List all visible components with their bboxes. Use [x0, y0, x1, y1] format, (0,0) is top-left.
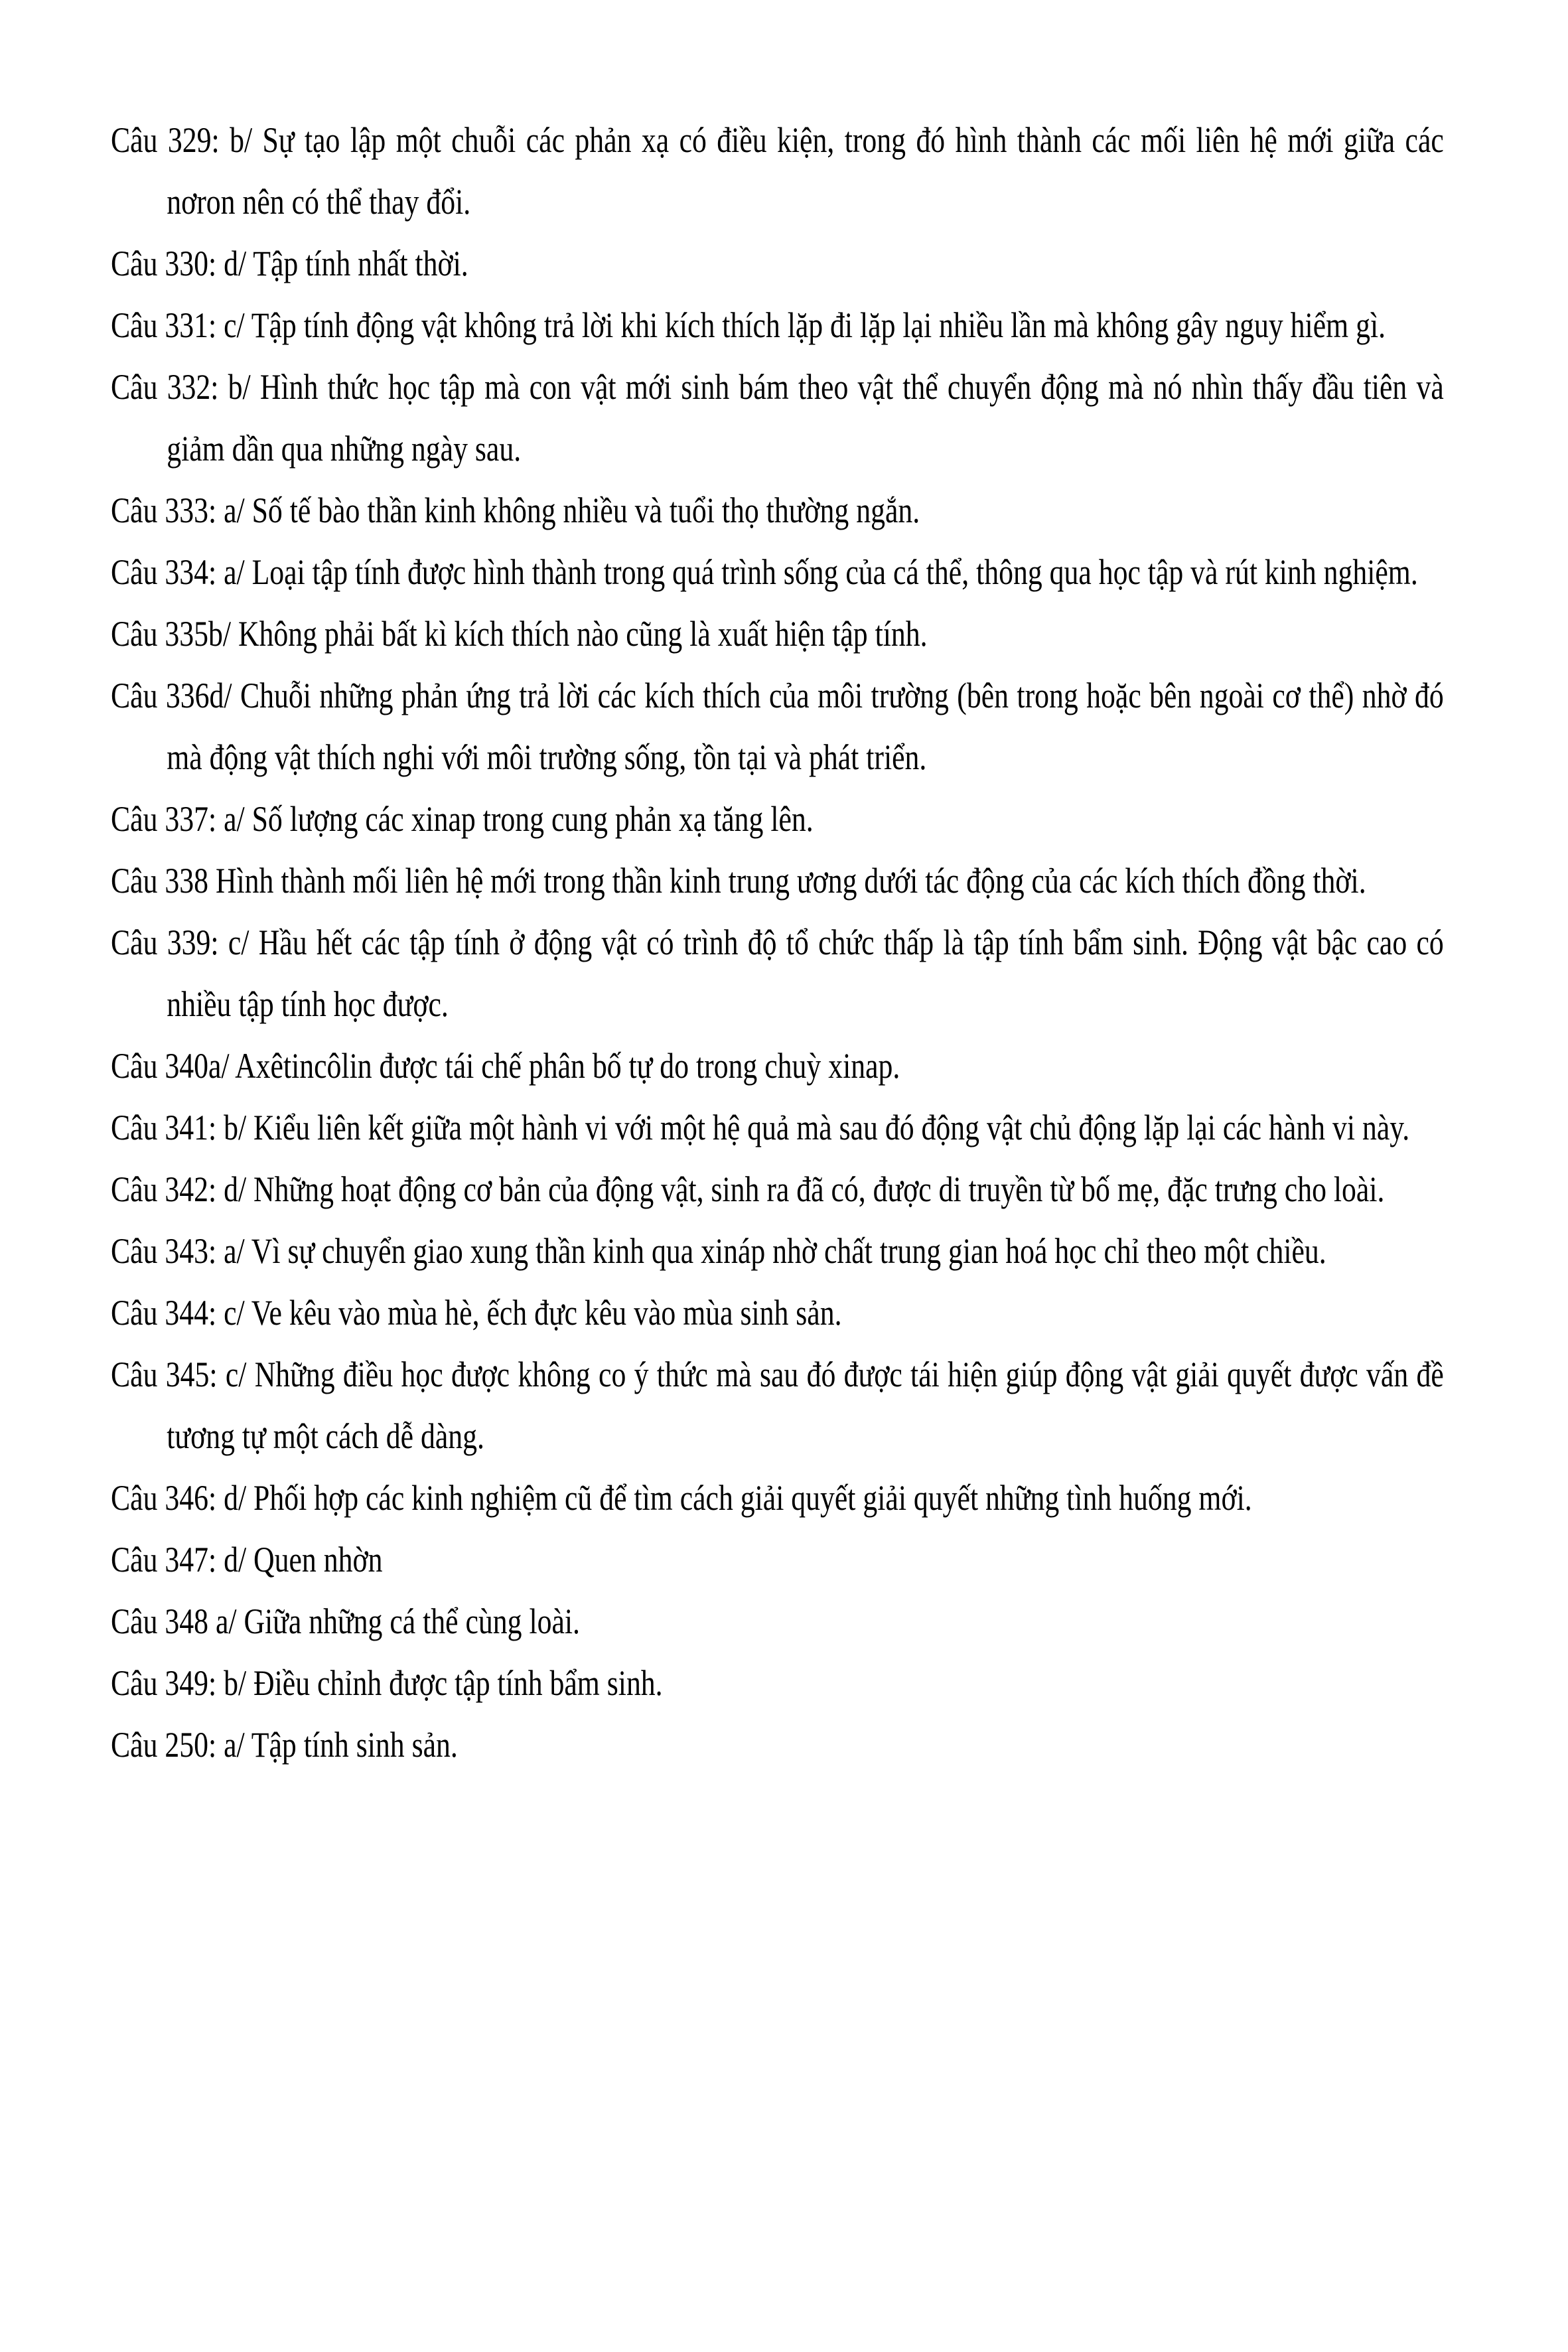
answer-item-335: Câu 335b/ Không phải bất kì kích thích nào cũng là xuất hiện tập tính. — [111, 614, 928, 654]
answer-key-list — [111, 110, 1444, 1776]
answer-item-250: Câu 250: a/ Tập tính sinh sản. — [111, 1725, 458, 1765]
answer-item-340: Câu 340a/ Axêtincôlin được tái chế phân bố tự do trong chuỳ xinap. — [111, 1046, 900, 1086]
answer-item-347: Câu 347: d/ Quen nhờn — [111, 1540, 383, 1580]
answer-item-334: Câu 334: a/ Loại tập tính được hình thành trong quá trình sống của cá thể, thông qua học tập và rút kinh nghiệm. — [111, 552, 1418, 592]
answer-item-343: Câu 343: a/ Vì sự chuyển giao xung thần kinh qua xináp nhờ chất trung gian hoá học chỉ theo một chiều. — [111, 1231, 1326, 1271]
answer-item-330: Câu 330: d/ Tập tính nhất thời. — [111, 244, 468, 283]
answer-item-329: Câu 329: b/ Sự tạo lập một chuỗi các phản xạ có điều kiện, trong đó hình thành các mối liên hệ mới giữa các nơron nên có thể thay đổi. — [111, 120, 1444, 222]
answer-item-344: Câu 344: c/ Ve kêu vào mùa hè, ếch đực kêu vào mùa sinh sản. — [111, 1293, 842, 1333]
answer-item-333: Câu 333: a/ Số tế bào thần kinh không nhiều và tuổi thọ thường ngắn. — [111, 490, 920, 530]
answer-item-349: Câu 349: b/ Điều chỉnh được tập tính bẩm sinh. — [111, 1663, 663, 1703]
answer-item-339: Câu 339: c/ Hầu hết các tập tính ở động vật có trình độ tổ chức thấp là tập tính bẩm sinh. Động vật bậc cao có nhiều tập tính học được. — [111, 922, 1444, 1024]
answer-item-337: Câu 337: a/ Số lượng các xinap trong cung phản xạ tăng lên. — [111, 799, 814, 839]
answer-item-345: Câu 345: c/ Những điều học được không co ý thức mà sau đó được tái hiện giúp động vật giải quyết được vấn đề tương tự một cách dễ dàng. — [111, 1355, 1444, 1456]
answer-item-348: Câu 348 a/ Giữa những cá thể cùng loài. — [111, 1601, 580, 1641]
answer-item-346: Câu 346: d/ Phối hợp các kinh nghiệm cũ để tìm cách giải quyết giải quyết những tình huống mới. — [111, 1478, 1252, 1518]
answer-item-331: Câu 331: c/ Tập tính động vật không trả lời khi kích thích lặp đi lặp lại nhiều lần mà không gây nguy hiểm gì. — [111, 305, 1386, 345]
answer-item-332: Câu 332: b/ Hình thức học tập mà con vật mới sinh bám theo vật thể chuyển động mà nó nhìn thấy đầu tiên và giảm dần qua những ngày sau. — [111, 367, 1444, 469]
answer-item-341: Câu 341: b/ Kiểu liên kết giữa một hành vi với một hệ quả mà sau đó động vật chủ động lặp lại các hành vi này. — [111, 1108, 1410, 1147]
answer-item-338: Câu 338 Hình thành mối liên hệ mới trong thần kinh trung ương dưới tác động của các kích thích đồng thời. — [111, 861, 1366, 901]
answer-item-336: Câu 336d/ Chuỗi những phản ứng trả lời các kích thích của môi trường (bên trong hoặc bên ngoài cơ thể) nhờ đó mà động vật thích nghi với môi trường sống, tồn tại và phát triển. — [111, 676, 1444, 777]
answer-item-342: Câu 342: d/ Những hoạt động cơ bản của động vật, sinh ra đã có, được di truyền từ bố mẹ, đặc trưng cho loài. — [111, 1169, 1385, 1209]
